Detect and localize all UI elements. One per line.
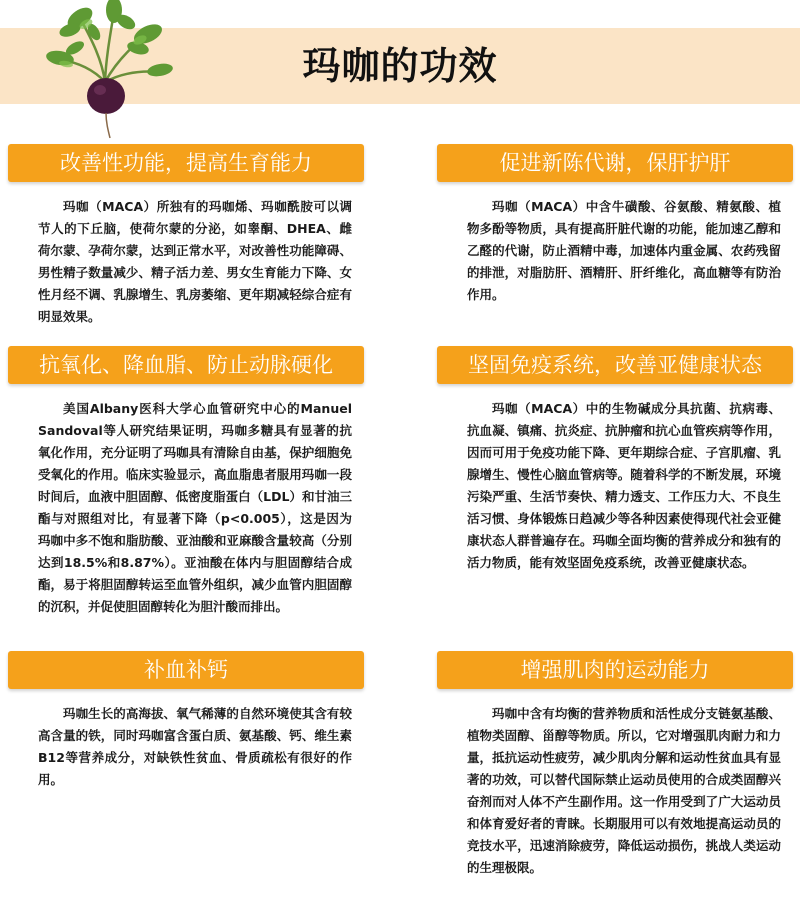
section-body: 玛咖中含有均衡的营养物质和活性成分支链氨基酸、植物类固醇、甾醇等物质。所以，它对增强肌肉耐力和力量，抵抗运动性疲劳，减少肌肉分解和运动性贫血具有显著的功效，可以替代国际禁止运动员使用的合成类固醇兴奋剂而对人体不产生副作用。这一作用受到了广大运动员和体育爱好者的青睐。长期服用可以有效地提高运动员的竞技水平，迅速消除疲劳，降低运动损伤，挑战人类运动的生理极限。 (467, 706, 781, 875)
section-header: 补血补钙 (8, 651, 364, 689)
section-muscle-strength (437, 651, 793, 879)
section-header: 改善性功能，提高生育能力 (8, 144, 364, 182)
section-blood-calcium (8, 651, 364, 791)
section-body: 玛咖（MACA）所独有的玛咖烯、玛咖酰胺可以调节人的下丘脑，使荷尔蒙的分泌，如睾酮、DHEA、雌荷尔蒙、孕荷尔蒙，达到正常水平，对改善性功能障碍、男性精子数量减少、精子活力差、男女生育能力下降、女性月经不调、乳腺增生、乳房萎缩、更年期减轻综合症有明显效果。 (38, 199, 352, 324)
section-sexual-function (8, 144, 364, 328)
section-body: 玛咖生长的高海拔、氧气稀薄的自然环境使其含有较高含量的铁，同时玛咖富含蛋白质、氨基酸、钙、维生素B12等营养成分，对缺铁性贫血、骨质疏松有很好的作用。 (38, 706, 352, 787)
section-header: 促进新陈代谢，保肝护肝 (437, 144, 793, 182)
section-body: 美国Albany医科大学心血管研究中心的Manuel Sandoval等人研究结果证明，玛咖多糖具有显著的抗氧化作用，充分证明了玛咖具有清除自由基，保护细胞免受氧化的作用。临床实验显示，高血脂患者服用玛咖一段时间后，血液中胆固醇、低密度脂蛋白（LDL）和甘油三酯与对照组对比，有显著下降（p<0.005），这是因为玛咖中多不饱和脂肪酸、亚油酸和亚麻酸含量较高（分别达到18.5%和8.87%）。亚油酸在体内与胆固醇结合成酯，易于将胆固醇转运至血管外组织，减少血管内胆固醇的沉积，并促使胆固醇转化为胆汁酸而排出。 (38, 401, 352, 614)
maca-plant-icon (30, 0, 180, 140)
section-body: 玛咖（MACA）中的生物碱成分具抗菌、抗病毒、抗血凝、镇痛、抗炎症、抗肿瘤和抗心血管疾病等作用，因而可用于免疫功能下降、更年期综合症、子宫肌瘤、乳腺增生、慢性心脑血管病等。随着科学的不断发展，环境污染严重、生活节奏快、精力透支、工作压力大、不良生活习惯、身体锻炼日趋减少等各种因素使得现代社会亚健康状态人群普遍存在。玛咖全面均衡的营养成分和独有的活力物质，能有效坚固免疫系统，改善亚健康状态。 (467, 401, 781, 570)
section-header: 坚固免疫系统，改善亚健康状态 (437, 346, 793, 384)
section-immune-system (437, 346, 793, 574)
section-antioxidant (8, 346, 364, 618)
section-header: 增强肌肉的运动能力 (437, 651, 793, 689)
section-header: 抗氧化、降血脂、防止动脉硬化 (8, 346, 364, 384)
section-body: 玛咖（MACA）中含牛磺酸、谷氨酸、精氨酸、植物多酚等物质，具有提高肝脏代谢的功能，能加速乙醇和乙醛的代谢，防止酒精中毒，加速体内重金属、农药残留的排泄，对脂肪肝、酒精肝、肝纤维化，高血糖等有防治作用。 (467, 199, 781, 302)
section-metabolism-liver (437, 144, 793, 306)
page-title: 玛咖的功效 (302, 44, 498, 88)
